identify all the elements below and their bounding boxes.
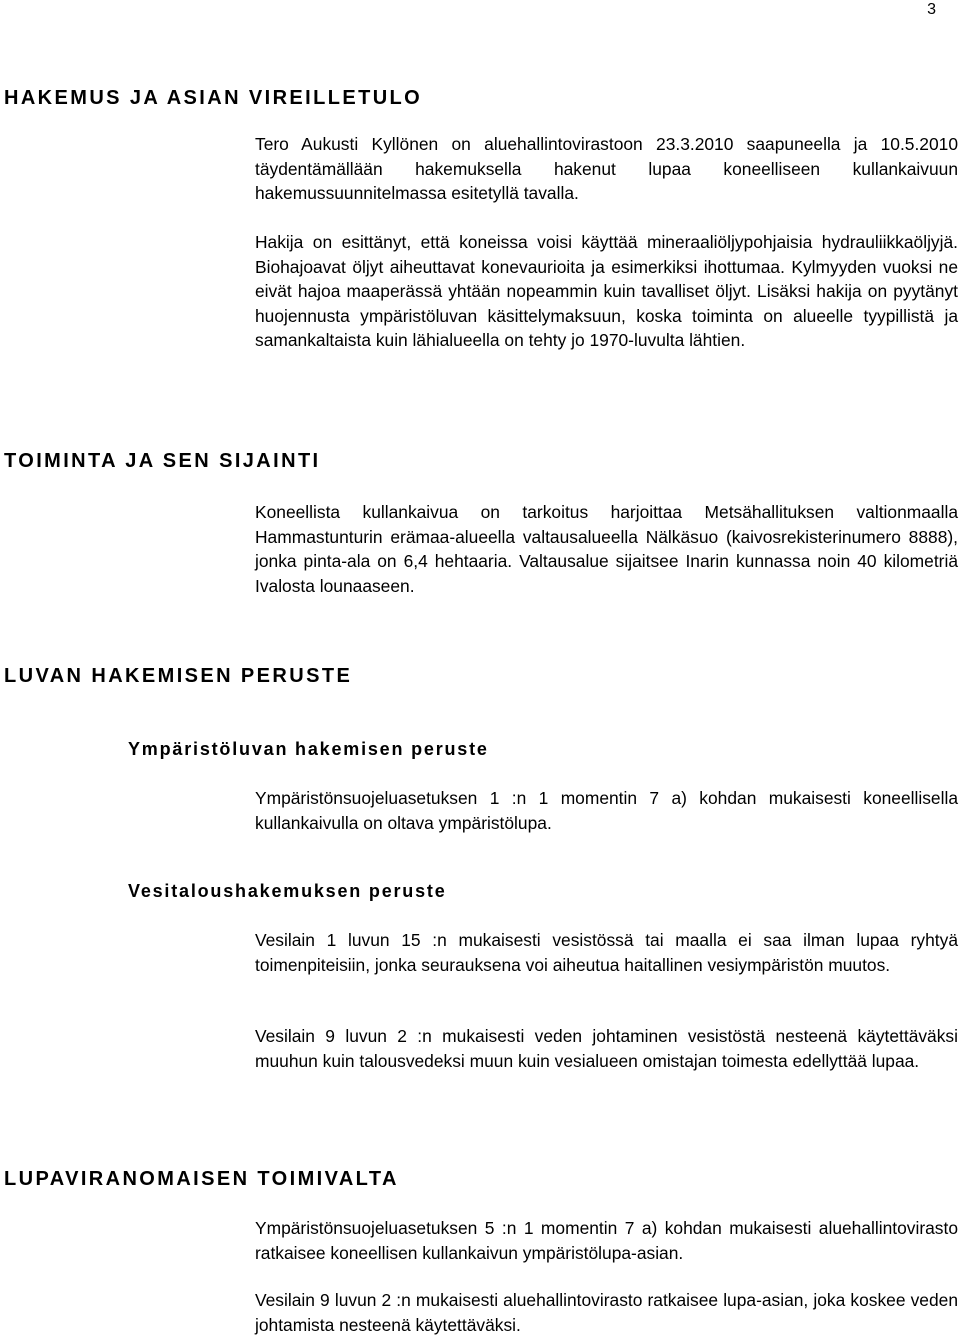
- page-number: 3: [927, 1, 936, 18]
- paragraph-authority-competence-1: Ympäristönsuojeluasetuksen 5 :n 1 momentin 7 a) kohdan mukaisesti aluehallintovirasto ratkaisee koneellisen kullankaivun ympäristölupa-asian.: [255, 1218, 958, 1263]
- paragraph-activity-location: Koneellista kullankaivua on tarkoitus harjoittaa Metsähallituksen valtionmaalla Hammastunturin erämaa-alueella valtausalueella Nälkäsuo (kaivosrekisterinumero 8888), jonka pinta-ala on 6,4 hehtaaria. Valtausalue sijaitsee Inarin kunnassa noin 40 kilometriä Ivalosta lounaaseen.: [255, 502, 958, 596]
- paragraph-water-permit-1: Vesilain 1 luvun 15 :n mukaisesti vesistössä tai maalla ei saa ilman lupaa ryhtyä toimenpiteisiin, jonka seurauksena voi aiheutua haitallinen vesiympäristön muutos.: [255, 930, 958, 975]
- section-heading-authority-competence: LUPAVIRANOMAISEN TOIMIVALTA: [4, 1168, 399, 1190]
- paragraph-environmental-permit: Ympäristönsuojeluasetuksen 1 :n 1 momentin 7 a) kohdan mukaisesti koneellisella kullankaivulla on oltava ympäristölupa.: [255, 788, 958, 833]
- subsection-heading-water-permit: Vesitaloushakemuksen peruste: [128, 881, 447, 901]
- paragraph-water-permit-2: Vesilain 9 luvun 2 :n mukaisesti veden johtaminen vesistöstä nesteenä käytettäväksi muuhun kuin talousvedeksi muun kuin vesialueen omistajan toimesta edellyttää lupaa.: [255, 1026, 958, 1071]
- paragraph-authority-competence-2: Vesilain 9 luvun 2 :n mukaisesti aluehallintovirasto ratkaisee lupa-asian, joka koskee veden johtamista nesteenä käytettäväksi.: [255, 1290, 958, 1335]
- section-heading-activity-location: TOIMINTA JA SEN SIJAINTI: [4, 450, 321, 472]
- section-heading-application: HAKEMUS JA ASIAN VIREILLETULO: [4, 87, 423, 109]
- subsection-heading-environmental-permit: Ympäristöluvan hakemisen peruste: [128, 739, 489, 759]
- paragraph-application-1: Tero Aukusti Kyllönen on aluehallintovirastoon 23.3.2010 saapuneella ja 10.5.2010 täydentämällään hakemuksella hakenut lupaa koneelliseen kullankaivuun hakemussuunnitelmassa esitetyllä tavalla.: [255, 134, 958, 204]
- paragraph-application-2: Hakija on esittänyt, että koneissa voisi käyttää mineraaliöljypohjaisia hydrauliikkaöljyjä. Biohajoavat öljyt aiheuttavat konevaurioita ja esimerkiksi ihottumaa. Kylmyyden vuoksi ne eivät hajoa maaperässä yhtään nopeammin kuin tavalliset öljyt. Lisäksi hakija on pyytänyt huojennusta ympäristöluvan käsittelymaksuun, koska toiminta on alueelle tyypillistä ja samankaltaista kuin lähialueella on tehty jo 1970-luvulta lähtien.: [255, 232, 958, 351]
- section-heading-permit-basis: LUVAN HAKEMISEN PERUSTE: [4, 665, 353, 687]
